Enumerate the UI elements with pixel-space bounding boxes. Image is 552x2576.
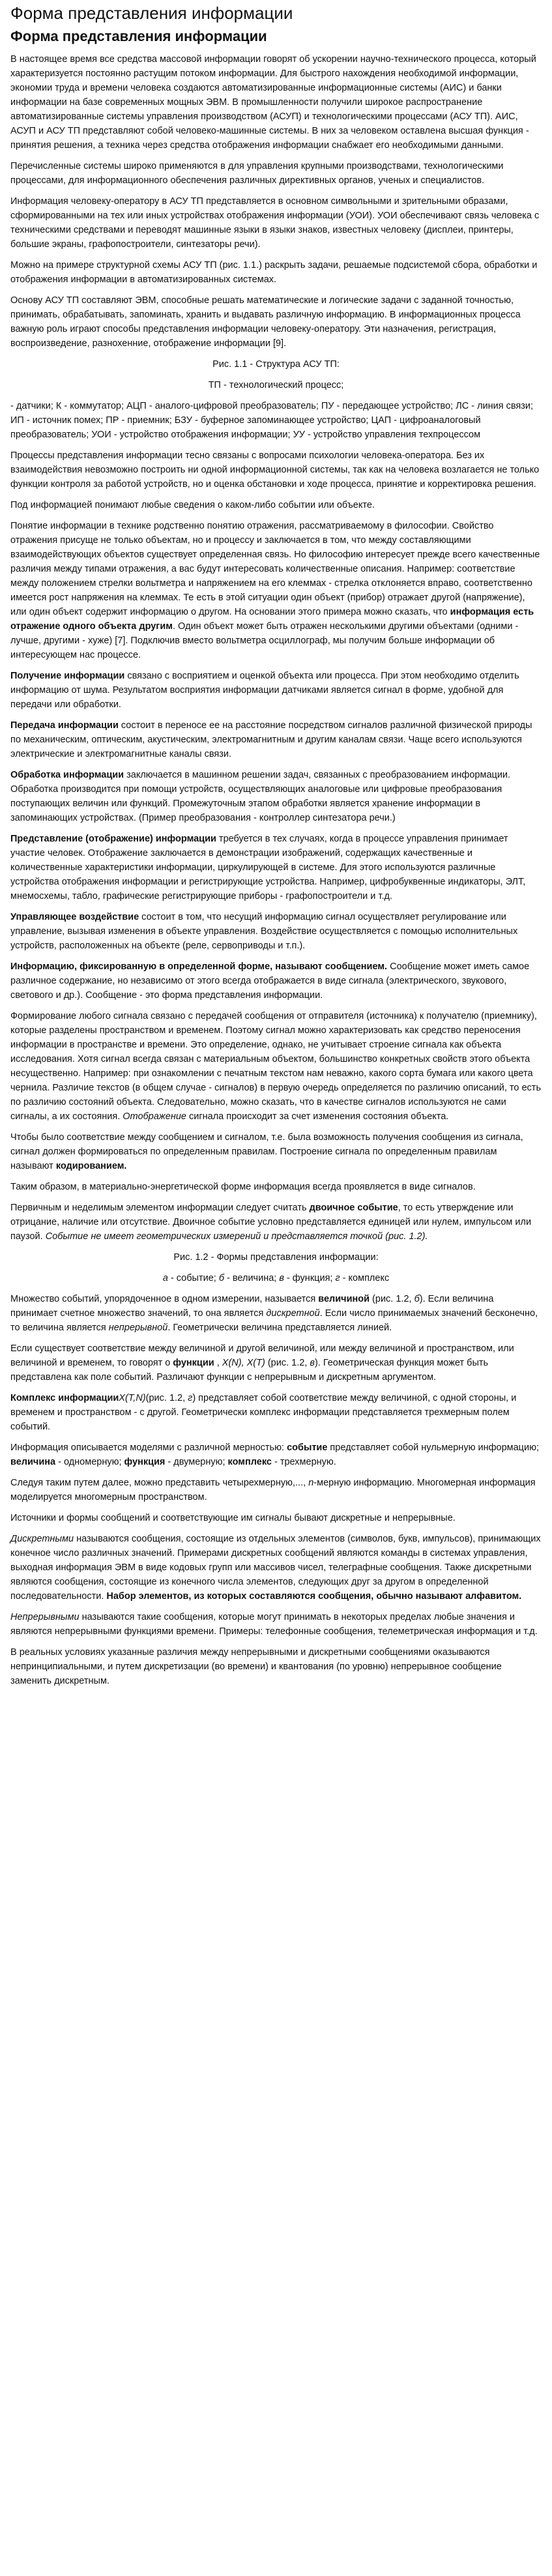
text-run: ). Геометрическая функция может быть представлена как поле событий. Различают функции с непрерывным и дискретным аргументом. (10, 1358, 489, 1383)
text-run: - одномерную; (55, 1457, 124, 1467)
text-run: Сообщение может иметь самое различное содержание, но независимо от этого всегда отображается в виде сигнала (электрического, звукового, светового и др.). Сообщение - это форма представления информации. (10, 961, 530, 1001)
text-run: Следуя таким путем далее, можно представить четырехмерную,..., (10, 1478, 309, 1488)
paragraph (10, 718, 542, 761)
text-run: - датчики; К - коммутатор; АЦП - аналого-цифровой преобразователь; ПУ - передающее устройство; ЛС - линия связи; ИП - источник помех; ПР - приемник; БЗУ - буферное запоминающее устройство; ЦАП - цифроаналоговый преобразователь; УОИ - устройство отображения информации; УУ - устройство управления техпроцессом (10, 401, 534, 440)
text-run: заключается в машинном решении задач, связанных с преобразованием информации. Обработка производится при помощи устройств, осуществляющих аналоговые или цифровые преобразования поступающих величин или функций. Промежуточным этапом обработки является хранение информации в запоминающих устройствах. (Пример преобразования - контроллер синтезатора речи.) (10, 770, 511, 823)
bold-text: Информацию, фиксированную в определенной форме, называют сообщением. (10, 961, 388, 972)
italic-text: в (279, 1273, 284, 1283)
text-run: . Один объект может быть отражен несколькими другими объектами (одними - лучше, другими - хуже) [7]. Подключив вместо вольтметра осциллограф, мы получим больше информации об интересующем нас процессе. (10, 621, 519, 660)
text-run: требуется в тех случаях, когда в процессе управления принимает участие человек. Отображение заключается в демонстрации изображений, содержащих качественные и количественные характеристики информации, циркулирующей в системе. Для этого используются различные устройства отображения информации и регистрирующие устройства. Например, цифробуквенные индикаторы, ЭЛТ, мнемосхемы, табло, графические регистрирующие приборы - графопостроители и т.д. (10, 834, 526, 901)
text-run: сигнала происходит за счет изменения состояния объекта. (186, 1111, 449, 1122)
paragraph (10, 669, 542, 712)
text-run: - двумерную; (165, 1457, 228, 1467)
text-run: ). Если величина принимает счетное множество значений, то она является (10, 1294, 494, 1319)
text-run: ТП - технологический процесс; (208, 380, 344, 390)
text-run: , то есть утверждение или отрицание, наличие или отсутствие. Двоичное событие условно представляется единицей или нулем, импульсом или паузой. (10, 1203, 532, 1242)
paragraph (10, 1009, 542, 1124)
text-run: В настоящее время все средства массовой информации говорят об ускорении научно-технического процесса, который характеризуется постоянно растущим потоком информации. Для быстрого нахождения необходимой информации, экономии труда и времени человека создаются автоматизированные информационные системы (АИС) и банки информации на базе современных мощных ЭВМ. В промышленности получили широкое распространение автоматизированные системы управления производством (АСУП) и технологическими процессами (АСУ ТП). АИС, АСУП и АСУ ТП представляют собой человеко-машинные системы. В них за человеком оставлена высшая функция - принятия решения, а техника через средства отображения информации снабжает его необходимыми данными. (10, 54, 536, 151)
paragraph (10, 52, 542, 153)
text-run: , (214, 1358, 222, 1368)
text-run: - величина; (224, 1273, 280, 1283)
paragraph (10, 258, 542, 287)
text-run: Таким образом, в материально-энергетической форме информация всегда проявляется в виде сигналов. (10, 1182, 476, 1192)
italic-text: Непрерывными (10, 1612, 80, 1622)
text-run: Под информацией понимают любые сведения о каком-либо событии или объекте. (10, 500, 375, 510)
paragraph (10, 768, 542, 825)
bold-text: Комплекс информации (10, 1393, 119, 1403)
italic-text: г (335, 1273, 340, 1283)
italic-text: X(N), X(T) (222, 1358, 265, 1368)
text-run: связано с восприятием и оценкой объекта или процесса. При этом необходимо отделить информацию от шума. Результатом восприятия информации датчиками является сигнал в форме, удобной для передачи или обработки. (10, 671, 519, 710)
page-title: Форма представления информации (10, 3, 293, 23)
bold-text: Передача информации (10, 720, 119, 731)
paragraph (10, 1532, 542, 1603)
paragraph (10, 1645, 542, 1688)
paragraph (10, 1610, 542, 1639)
text-run: - комплекс (340, 1273, 390, 1283)
italic-text: б (218, 1273, 224, 1283)
text-run: состоит в переносе ее на расстояние посредством сигналов различной физической природы по механическим, оптическим, акустическим, электромагнитным и другим каналам связи. Чаще всего используются электрические и электромагнитные каналы связи. (10, 720, 532, 759)
text-run: Рис. 1.2 - Формы представления информации: (173, 1252, 379, 1263)
italic-text: X(T,N) (119, 1393, 146, 1403)
bold-text: функции (173, 1358, 214, 1368)
text-run: (рис. 1.2, (265, 1358, 310, 1368)
italic-text: дискретной (266, 1308, 320, 1319)
text-run: Понятие информации в технике родственно понятию отражения, рассматриваемому в философии. Свойство отражения присуще не только объектам, но и процессу и заключается в том, что между составляющими взаимодействующих объектов существует определенная связь. Но философию интересует прежде всего качественные различия между типами отражения, а вас будут интересовать количественные описания. Например: соответствие между положением стрелки вольтметра и напряжением на его клеммах - стрелка отклоняется вправо, соответственно имеется рост напряжения на клеммах. Те есть в этой ситуации один объект (прибор) отражает другой (напряжение), или один объект содержит информацию о другом. На основании этого примера можно сказать, что (10, 521, 540, 617)
text-run: представляет собой нульмерную информацию; (327, 1442, 539, 1453)
text-run: Основу АСУ ТП составляют ЭВМ, способные решать математические и логические задачи с заданной точностью, принимать, обрабатывать, запоминать, хранить и выдавать различную информацию. В информационных процесса важную роль играют способы представления информации человеку-оператору. Эти назначения, регистрация, воспроизведение, разнохенние, отображение информации [9]. (10, 295, 521, 349)
text-run: состоит в том, что несущий информацию сигнал осуществляет регулирование или управление, вызывая изменения в объекте управления. Воздействие осуществляется с помощью исполнительных устройств, расположенных на объекте (реле, сервоприводы и т.п.). (10, 912, 518, 951)
paragraph (10, 959, 542, 1003)
bold-text: Представление (отображение) информации (10, 834, 216, 844)
bold-text: двоичное событие (309, 1203, 398, 1213)
figure-legend (10, 378, 542, 392)
text-run: Если существует соответствие между величиной и другой величиной, или между величиной и пространством, или величиной и временем, то говорят о (10, 1343, 514, 1368)
text-run: Перечисленные системы широко применяются в для управления крупными производствами, технологическими процессами, для информационного обеспечения различных директивных органов, ученых и специалистов. (10, 161, 504, 186)
bold-text: величина (10, 1457, 56, 1467)
paragraph (10, 293, 542, 351)
figure-legend (10, 1271, 542, 1285)
paragraph (10, 194, 542, 252)
paragraph (10, 498, 542, 512)
paragraph (10, 519, 542, 662)
bold-text: Обработка информации (10, 770, 124, 780)
paragraph (10, 1391, 542, 1434)
figure-caption (10, 357, 542, 372)
article-body (10, 52, 542, 1688)
text-run: Процессы представления информации тесно связаны с вопросами психологии человека-оператора. Без их взаимодействия невозможно построить ни одной информационной системы, так как на человека возлагается не только функции контроля за работой устройств, но и оценка обстановки и ходе процесса, принятие и корректировка решения. (10, 450, 540, 490)
italic-text: n (308, 1478, 314, 1488)
italic-text: г (188, 1393, 193, 1403)
paragraph (10, 1180, 542, 1194)
paragraph (10, 832, 542, 903)
text-run: Информация описывается моделями с различной мерностью: (10, 1442, 287, 1453)
paragraph (10, 1476, 542, 1504)
document-heading: Форма представления информации (10, 28, 267, 44)
italic-text: в (310, 1358, 315, 1368)
bold-text: кодированием. (55, 1161, 127, 1171)
text-run: Множество событий, упорядоченное в одном измерении, называется (10, 1294, 319, 1304)
text-run: Формирование любого сигнала связано с передачей сообщения от отправителя (источника) к получателю (приемнику), которые разделены пространством и временем. Поэтому сигнал можно характеризовать как средство переносения информации в пространстве и времени. Это определение, однако, не учитывает строение сигнала как объекта исследования. Хотя сигнал всегда связан с материальным объектом, большинство конкретных свойств этого объекта несущественно. Например: при ознакомлении с печатным текстом нам неважно, какого сорта бумага или какого цвета чернила. Различие текстов (в общем случае - сигналов) в первую очередь определяется по различию описаний, то есть по различию состояний объекта. Следовательно, можно сказать, что в качестве сигналов используются не сами сигналы, а их состояния. (10, 1011, 542, 1122)
text-run: Чтобы было соответствие между сообщением и сигналом, т.е. была возможность получения сообщения из сигнала, сигнал должен формироваться по определенным правилам. Построение сигнала по определенным правилам называют (10, 1132, 523, 1171)
text-run: - событие; (167, 1273, 219, 1283)
text-run: Источники и формы сообщений и соответствующие им сигналы бывают дискретные и непрерывные. (10, 1513, 456, 1523)
paragraph (10, 1511, 542, 1525)
paragraph (10, 448, 542, 491)
bold-text: Получение информации (10, 671, 125, 681)
text-run: -мерную информацию. Многомерная информация моделируется многомерным пространством. (10, 1478, 536, 1502)
figure-caption (10, 1250, 542, 1265)
text-run: В реальных условиях указанные различия между непрерывными и дискретными сообщениями оказываются непринципиальными, и путем дискретизации (во времени) и квантования (по уровню) непрерывное сообщение заменить дискретным. (10, 1647, 502, 1686)
italic-text: а (162, 1273, 168, 1283)
italic-text: б (414, 1294, 420, 1304)
paragraph (10, 399, 542, 442)
bold-text: событие (287, 1442, 328, 1453)
text-run: (рис. 1.2, (370, 1294, 414, 1304)
text-run: Можно на примере структурной схемы АСУ ТП (рис. 1.1.) раскрыть задачи, решаемые подсистемой сбора, обработки и отображения информации в автоматизированных системах. (10, 260, 538, 285)
bold-text: величиной (318, 1294, 370, 1304)
bold-text: функция (124, 1457, 166, 1467)
text-run: Первичным и неделимым элементом информации следует считать (10, 1203, 310, 1213)
paragraph (10, 159, 542, 188)
bold-text: информация есть отражение одного объекта другим (10, 607, 534, 632)
text-run: называются сообщения, состоящие из отдельных элементов (символов, букв, импульсов), принимающих конечное число различных значений. Примерами дискретных сообщений являются команды в системах управления, выходная информация ЭВМ в виде кодовых групп или массивов чисел, телеграфные сообщения. Также дискретными являются сообщения, состоящие из конечного числа элементов, следующих друг за другом в определенной последовательности. (10, 1534, 541, 1602)
text-run: . Если число принимаемых значений бесконечно, то величина является (10, 1308, 538, 1333)
text-run: (рис. 1.2, (145, 1393, 188, 1403)
paragraph (10, 1130, 542, 1173)
bold-text: Управляющее воздействие (10, 912, 139, 922)
text-run: - функция; (283, 1273, 336, 1283)
bold-text: комплекс (227, 1457, 272, 1467)
paragraph (10, 1201, 542, 1244)
italic-text: Дискретными (10, 1534, 74, 1544)
text-run: ) представляет собой соответствие между величиной, с одной стороны, и временем и пространством - с другой. Геометрически комплекс информации представляется трехмерным полем событий. (10, 1393, 517, 1432)
paragraph (10, 1341, 542, 1384)
text-run: Информация человеку-оператору в АСУ ТП представляется в основном символьными и зрительными образами, сформированными на тех или иных устройствах отображения информации (УОИ). УОИ обеспечивают связь человека с техническими средствами и переводят машинные языки в языки знаков, известных человеку (дисплеи, принтеры, большие экраны, графопостроители, синтезаторы речи). (10, 196, 540, 250)
italic-text: Отображение (123, 1111, 186, 1122)
bold-text: Набор элементов, из которых составляются сообщения, обычно называют алфавитом. (106, 1591, 522, 1602)
text-run: называются такие сообщения, которые могут принимать в некоторых пределах любые значения и являются непрерывными функциями времени. Примеры: телефонные сообщения, телеметрическая информация и т.д. (10, 1612, 538, 1637)
text-run: Рис. 1.1 - Структура АСУ ТП: (212, 359, 340, 370)
italic-text: Событие не имеет геометрических измерений и представляется точкой (рис. 1.2). (45, 1231, 428, 1242)
text-run: . Геометрически величина представляется линией. (167, 1323, 392, 1333)
italic-text: непрерывной (108, 1323, 168, 1333)
paragraph (10, 910, 542, 953)
paragraph (10, 1292, 542, 1335)
paragraph (10, 1441, 542, 1469)
text-run: - трехмерную. (271, 1457, 336, 1467)
